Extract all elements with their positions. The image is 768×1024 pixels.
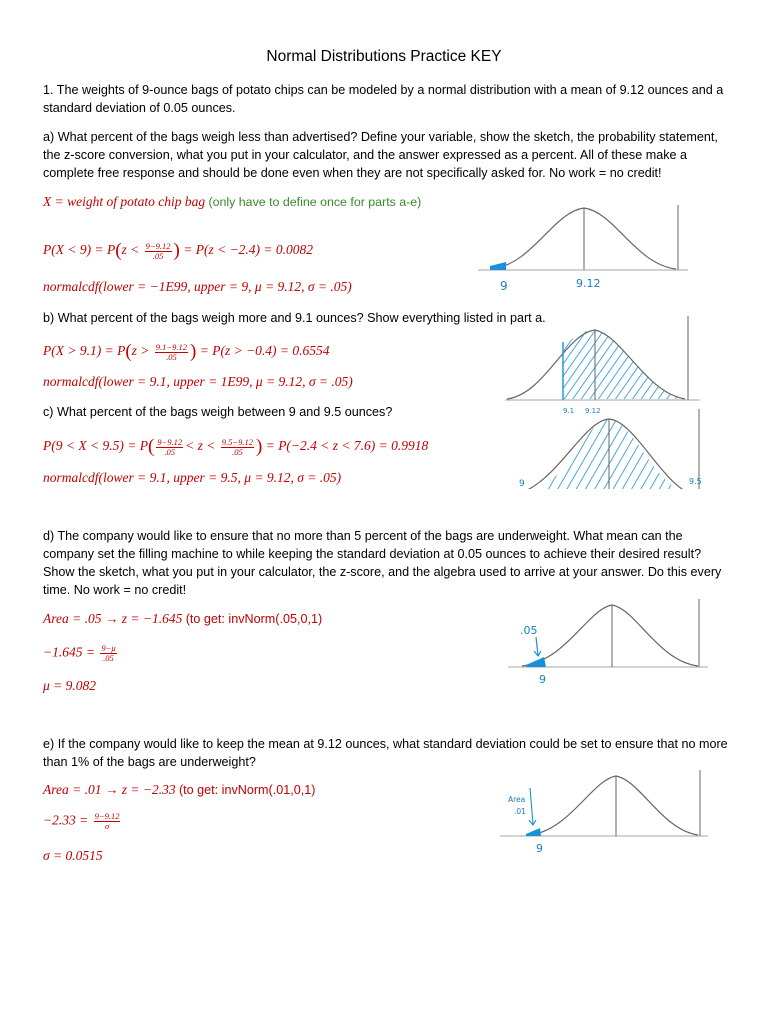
invnorm-note: (to get: invNorm(.01,0,1) bbox=[178, 783, 316, 797]
question-1-intro: 1. The weights of 9-ounce bags of potato chips can be modeled by a normal distribution with a mean of 9.12 ounces and a standard deviation of 0.05 ounces. bbox=[43, 83, 724, 115]
part-b-prompt: b) What percent of the bags weigh more and 9.1 ounces? Show everything listed in part a. bbox=[43, 311, 546, 325]
z-score-fraction: $\frac{9.1-9.12}{.05}$ bbox=[155, 341, 188, 362]
sketch-label: 9 bbox=[536, 842, 543, 855]
part-a-calculator: normalcdf(lower = −1E99, upper = 9, μ = 9.12, σ = .05) bbox=[43, 279, 352, 294]
z-score-fraction: $\frac{9-9.12}{\sigma}$ bbox=[94, 811, 120, 831]
variable-definition: X = weight of potato chip bag (only have to define once for parts a-e) bbox=[43, 194, 422, 209]
part-d-sketch bbox=[508, 595, 713, 690]
part-a-prompt: a) What percent of the bags weigh less than advertised? Define your variable, show the sketch, the probability statement, the z-score conversion, what you put in your calculator, and the answer expressed as a percent. All of these make a complete free response and should be done even when they are not specifically asked for. No work = no credit! bbox=[43, 130, 718, 180]
sketch-label: 9 bbox=[500, 279, 508, 293]
part-a-sketch bbox=[478, 202, 693, 294]
z-score-fraction: $\frac{9-\mu}{.05}$ bbox=[101, 643, 116, 663]
define-note: (only have to define once for parts a-e) bbox=[208, 195, 422, 209]
sketch-label: .05 bbox=[520, 624, 538, 637]
sketch-label: .01 bbox=[514, 807, 526, 816]
sketch-label: 9.1 bbox=[563, 407, 575, 415]
part-d-prompt: d) The company would like to ensure that no more than 5 percent of the bags are underweight. What mean can the company set the filling machine to while keeping the standard deviation at 0.05 ounces to achieve their desired result? Show the sketch, what you put in your calculator, the z-score, and the algebra used to arrive at your answer. Do this every time. No work = no credit! bbox=[43, 529, 722, 597]
part-e-sketch bbox=[500, 768, 712, 860]
part-c-sketch bbox=[503, 407, 713, 489]
part-d-area-line: Area = .05 → z = −1.645 (to get: invNorm(.05,0,1) bbox=[43, 611, 323, 626]
sketch-label: Area bbox=[508, 795, 526, 804]
invnorm-note: (to get: invNorm(.05,0,1) bbox=[185, 612, 323, 626]
part-a-probability-statement: P(X < 9) = P(z < $\frac{9-9.12}{.05}$ ) = P(z < −2.4) = 0.0082 bbox=[43, 240, 314, 261]
sketch-label: 9 bbox=[539, 673, 546, 686]
part-d-equation: −1.645 = $\frac{9-\mu}{.05}$ bbox=[43, 643, 116, 663]
part-e-area-line: Area = .01 → z = −2.33 (to get: invNorm(.01,0,1) bbox=[43, 782, 316, 797]
sketch-label: 9.5 bbox=[689, 477, 702, 486]
sketch-label: 9.12 bbox=[576, 277, 601, 290]
part-c-prompt: c) What percent of the bags weigh between 9 and 9.5 ounces? bbox=[43, 405, 393, 419]
z-score-fraction: $\frac{9-9.12}{.05}$ bbox=[145, 240, 171, 261]
part-e-answer: σ = 0.0515 bbox=[43, 848, 103, 863]
z-score-fraction: $\frac{9-9.12}{.05}$ bbox=[157, 436, 183, 457]
part-c-probability-statement: P(9 < X < 9.5) = P( $\frac{9-9.12}{.05}$ < z < $\frac{9.5-9.12}{.05}$ ) = P(−2.4 < z < 7.6) = 0.9918 bbox=[43, 436, 429, 457]
part-e-equation: −2.33 = $\frac{9-9.12}{\sigma}$ bbox=[43, 811, 120, 831]
part-e-prompt: e) If the company would like to keep the mean at 9.12 ounces, what standard deviation could be set to ensure that no more than 1% of the bags are underweight? bbox=[43, 737, 728, 769]
sketch-label: 9 bbox=[519, 479, 525, 489]
part-b-calculator: normalcdf(lower = 9.1, upper = 1E99, μ = 9.12, σ = .05) bbox=[43, 374, 353, 389]
part-d-answer: μ = 9.082 bbox=[43, 678, 97, 693]
sketch-label: 9.12 bbox=[585, 407, 601, 415]
part-c-calculator: normalcdf(lower = 9.1, upper = 9.5, μ = 9.12, σ = .05) bbox=[43, 470, 342, 485]
z-score-fraction: $\frac{9.5-9.12}{.05}$ bbox=[221, 436, 253, 457]
part-b-probability-statement: P(X > 9.1) = P(z > $\frac{9.1-9.12}{.05}$ ) = P(z > −0.4) = 0.6554 bbox=[43, 341, 330, 362]
page-title: Normal Distributions Practice KEY bbox=[266, 48, 502, 65]
